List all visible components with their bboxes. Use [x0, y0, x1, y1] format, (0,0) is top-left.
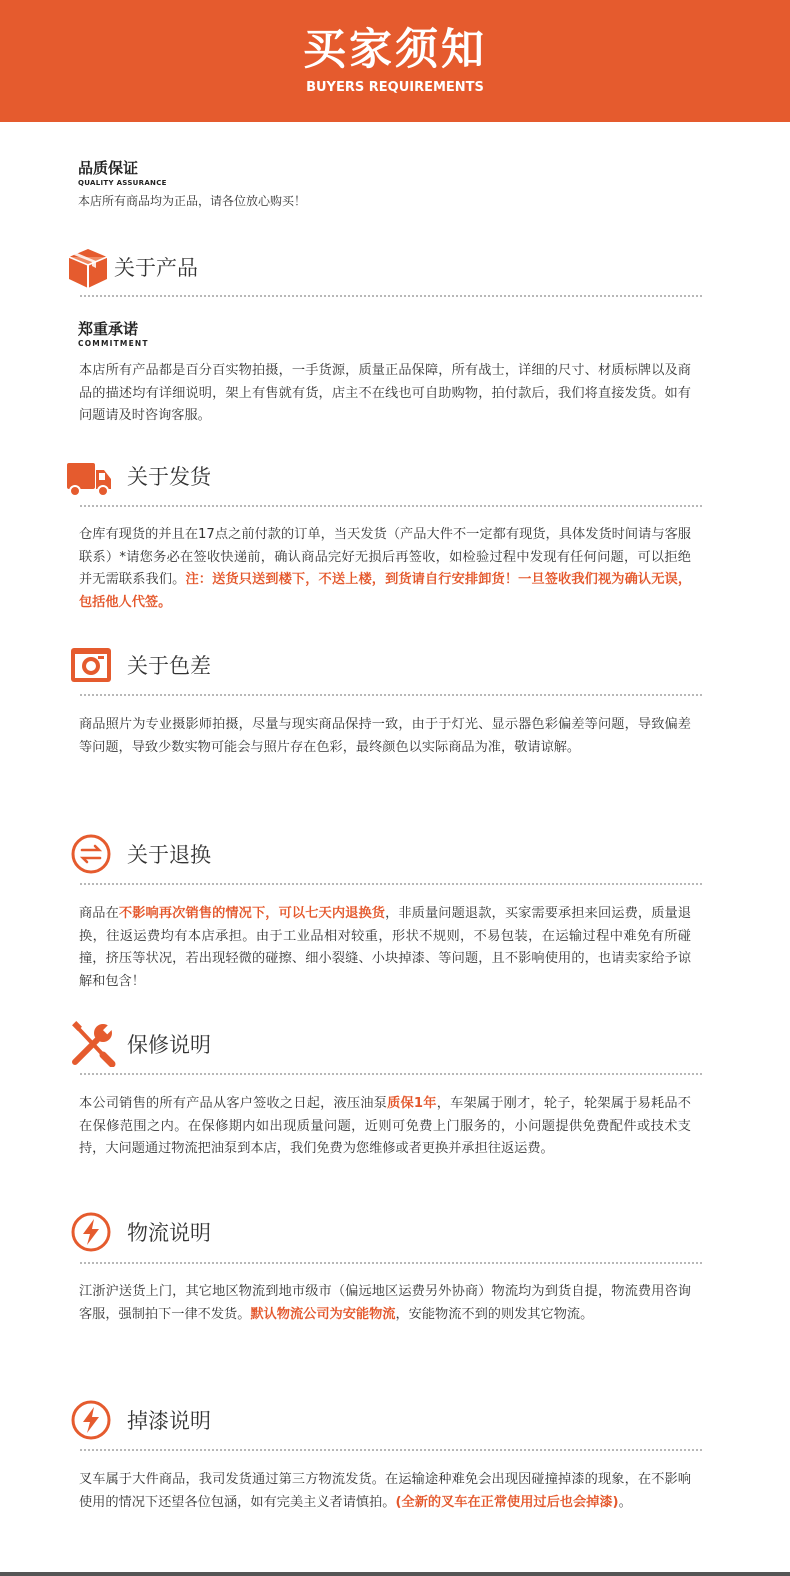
body-text: 。 [618, 1494, 632, 1510]
divider [80, 295, 702, 297]
section-title-product: 关于产品 [114, 256, 198, 280]
section-paragraph-warranty [79, 1093, 691, 1161]
divider [80, 505, 702, 507]
section-paragraph-shipping [79, 524, 691, 614]
header-banner [0, 0, 790, 122]
section-paragraph-paint [79, 1469, 691, 1514]
divider [80, 883, 702, 885]
quality-text: 本店所有商品均为正品，请各位放心购买！ [78, 194, 307, 208]
body-text: 江浙沪送货上门，其它地区物流到地市级市（偏远地区运费另外协商）物流均为到货自提，物流费用咨询客服，强制拍下一律不发货。 [79, 1284, 691, 1322]
section-title-warranty: 保修说明 [127, 1033, 211, 1057]
quality-title: 品质保证 [78, 159, 139, 177]
page-title: 买家须知 [303, 25, 487, 75]
divider [80, 1262, 702, 1264]
body-text: 本公司销售的所有产品从客户签收之日起，液压油泵 [79, 1096, 388, 1111]
body-text: ，安能物流不到的则发其它物流。 [395, 1306, 594, 1322]
bottom-border [0, 1572, 790, 1576]
divider [80, 1449, 702, 1451]
commitment-subtitle: COMMITMENT [78, 339, 149, 348]
section-title-shipping: 关于发货 [127, 465, 211, 489]
truck-icon [66, 455, 110, 499]
highlight-text: 注：送货只送到楼下，不送上楼，到货请自行安排卸货！一旦签收我们视为确认无误，包括他人代签。 [79, 572, 692, 610]
section-title-color: 关于色差 [127, 654, 211, 678]
box-icon [66, 246, 110, 290]
body-text: 商品照片为专业摄影师拍摄，尽量与现实商品保持一致，由于于灯光、显示器色彩偏差等问题，导致偏差等问题，导致少数实物可能会与照片存在色彩，最终颜色以实际商品为准，敬请谅解。 [79, 717, 691, 755]
section-title-logistics: 物流说明 [127, 1221, 211, 1245]
body-text: ，车架属于刚才，轮子，轮架属于易耗品不在保修范围之内。在保修期内如出现质量问题，近则可免费上门服务的，小问题提供免费配件或技术支持，大问题通过物流把油泵到本店，我们免费为您维修或者更换并承担往返运费。 [79, 1096, 691, 1157]
section-paragraph-logistics [79, 1281, 691, 1326]
divider [80, 1073, 702, 1075]
highlight-text: (全新的叉车在正常使用过后也会掉漆) [395, 1494, 619, 1510]
wrench-screwdriver-icon [70, 1021, 114, 1065]
highlight-text: 不影响再次销售的情况下，可以七天内退换货 [118, 906, 386, 921]
quality-subtitle: QUALITY ASSURANCE [78, 179, 167, 187]
highlight-text: 质保1年 [387, 1096, 437, 1111]
exchange-icon [70, 833, 114, 877]
body-text: 仓库有现货的并且在17点之前付款的订单，当天发货（产品大件不一定都有现货，具体发货时间请与客服联系）*请您务必在签收快递前，确认商品完好无损后再签收，如检验过程中发现有任何问题，可以拒绝并无需联系我们。 [79, 527, 691, 588]
page-subtitle: BUYERS REQUIREMENTS [306, 80, 484, 95]
body-text: 本店所有产品都是百分百实物拍摄，一手货源，质量正品保障，所有战士，详细的尺寸、材质标牌以及商品的描述均有详细说明，架上有售就有货，店主不在线也可自助购物，拍付款后，我们将直接发货。如有问题请及时咨询客服。 [79, 363, 691, 424]
lightning-icon [70, 1211, 114, 1255]
section-paragraph-product [79, 360, 691, 428]
lightning-icon [70, 1399, 114, 1443]
body-text: 商品在 [79, 906, 119, 921]
section-paragraph-color [79, 714, 691, 759]
section-paragraph-return [79, 903, 691, 993]
section-title-return: 关于退换 [127, 843, 211, 867]
highlight-text: 默认物流公司为安能物流 [250, 1306, 396, 1322]
commitment-title: 郑重承诺 [78, 320, 139, 338]
section-title-paint: 掉漆说明 [127, 1409, 211, 1433]
body-text: 叉车属于大件商品，我司发货通过第三方物流发货。在运输途种难免会出现因碰撞掉漆的现象，在不影响使用的情况下还望各位包涵，如有完美主义者请慎拍。 [79, 1472, 691, 1510]
body-text: ，非质量问题退款，买家需要承担来回运费，质量退换，往返运费均有本店承担。由于工业品相对较重，形状不规则，不易包装，在运输过程中难免有所碰撞，挤压等状况，若出现轻微的碰擦、细小裂缝、小块掉漆、等问题，且不影响使用的，也请卖家给予谅解和包含！ [79, 906, 692, 989]
divider [80, 694, 702, 696]
camera-icon [70, 645, 114, 689]
